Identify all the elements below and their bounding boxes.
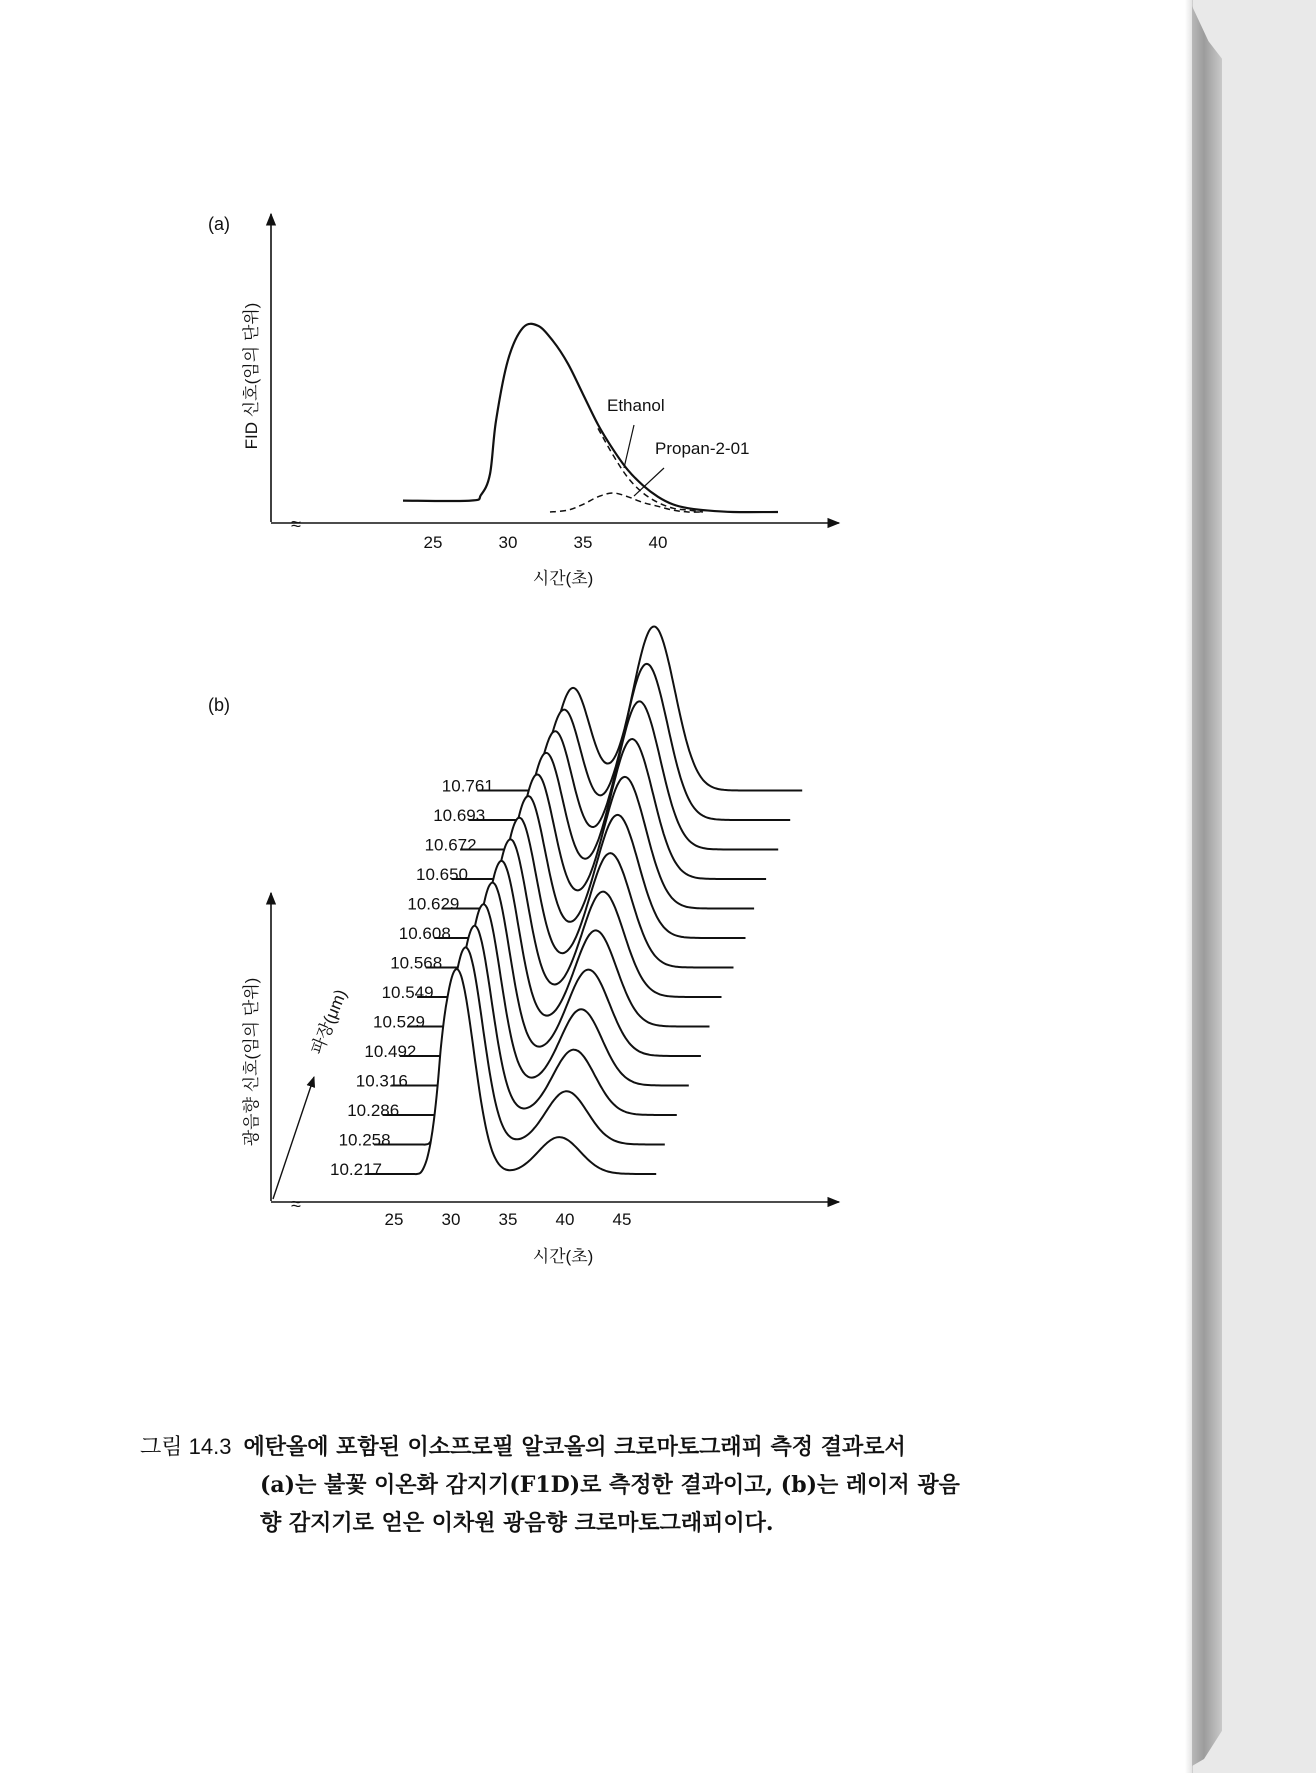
- chart-b-x-tick-label: 35: [498, 1210, 518, 1229]
- chart-a-x-tick-label: 35: [573, 533, 593, 552]
- chart-a: [208, 214, 839, 588]
- chart-b-wavelength-label: 10.492: [364, 1042, 417, 1061]
- caption-number: 그림 14.3: [140, 1434, 232, 1459]
- chart-b-wavelength-label: 10.629: [407, 894, 460, 914]
- chart-a-tick-labels: [424, 533, 668, 552]
- caption-line-1: 에탄올에 포함된 이소프로필 알코올의 크로마토그래피 측정 결과로서: [243, 1434, 906, 1460]
- page-shadow: [1185, 0, 1193, 1773]
- chart-b-x-tick-label: 30: [441, 1210, 461, 1229]
- chart-a-xlabel: 시간(초): [532, 569, 594, 588]
- chart-b-wavelength-label: 10.286: [347, 1101, 400, 1120]
- chart-a-series-total: [403, 324, 778, 512]
- chart-b-wavelength-label: 10.217: [330, 1160, 382, 1179]
- chart-b-wavelength-label: 10.761: [441, 776, 494, 796]
- chart-a-x-tick-label: 40: [648, 533, 668, 552]
- chart-b-depth-label: 파장(μm): [307, 986, 351, 1058]
- chart-a-ethanol-pointer: [624, 425, 634, 468]
- chart-a-propanol-label: Propan-2-01: [655, 439, 750, 458]
- chart-b: [208, 627, 839, 1266]
- chart-b-panel-label: (b): [208, 695, 230, 715]
- chart-a-panel-label: (a): [208, 214, 230, 234]
- chart-b-wavelength-label: 10.672: [424, 835, 477, 855]
- chart-a-x-tick-label: 25: [423, 533, 443, 552]
- chart-b-axis-break: ≈: [291, 1194, 301, 1214]
- chart-b-x-tick-label: 25: [384, 1210, 404, 1229]
- chart-b-wavelength-label: 10.549: [381, 983, 434, 1002]
- chart-b-x-tick-label: 45: [612, 1210, 632, 1229]
- chart-b-wavelength-label: 10.258: [338, 1130, 391, 1150]
- chart-b-ylabel: 광음향 신호(임의 단위): [242, 977, 261, 1147]
- chart-a-x-tick-label: 30: [498, 533, 518, 552]
- caption-line-2: (a)는 불꽃 이온화 감지기(F1D)로 측정한 결과이고, (b)는 레이저 광음: [260, 1472, 960, 1498]
- chart-b-tick-labels: [385, 1210, 632, 1229]
- chart-a-ylabel: FID 신호(임의 단위): [242, 302, 261, 450]
- chart-a-series: [403, 324, 778, 512]
- chart-b-x-tick-label: 40: [555, 1210, 575, 1229]
- page-edge: [1192, 6, 1222, 1766]
- chart-a-ethanol-label: Ethanol: [607, 396, 665, 415]
- chart-b-wavelength-label: 10.529: [373, 1012, 425, 1032]
- chart-b-depth-axis: [273, 1077, 314, 1199]
- chart-b-series: [330, 627, 802, 1179]
- chart-a-axis-break: ≈: [291, 514, 301, 534]
- chart-b-wavelength-label: 10.650: [416, 865, 468, 884]
- chart-b-wavelength-label: 10.608: [398, 924, 451, 943]
- caption-line-3: 향 감지기로 얻은 이차원 광음향 크로마토그래피이다.: [260, 1510, 774, 1536]
- chart-b-wavelength-label: 10.316: [355, 1071, 408, 1091]
- chart-b-xlabel: 시간(초): [532, 1247, 594, 1266]
- chart-b-wavelength-label: 10.693: [433, 806, 486, 825]
- figure-caption: [140, 1428, 1020, 1542]
- chart-b-wavelength-label: 10.568: [390, 953, 443, 973]
